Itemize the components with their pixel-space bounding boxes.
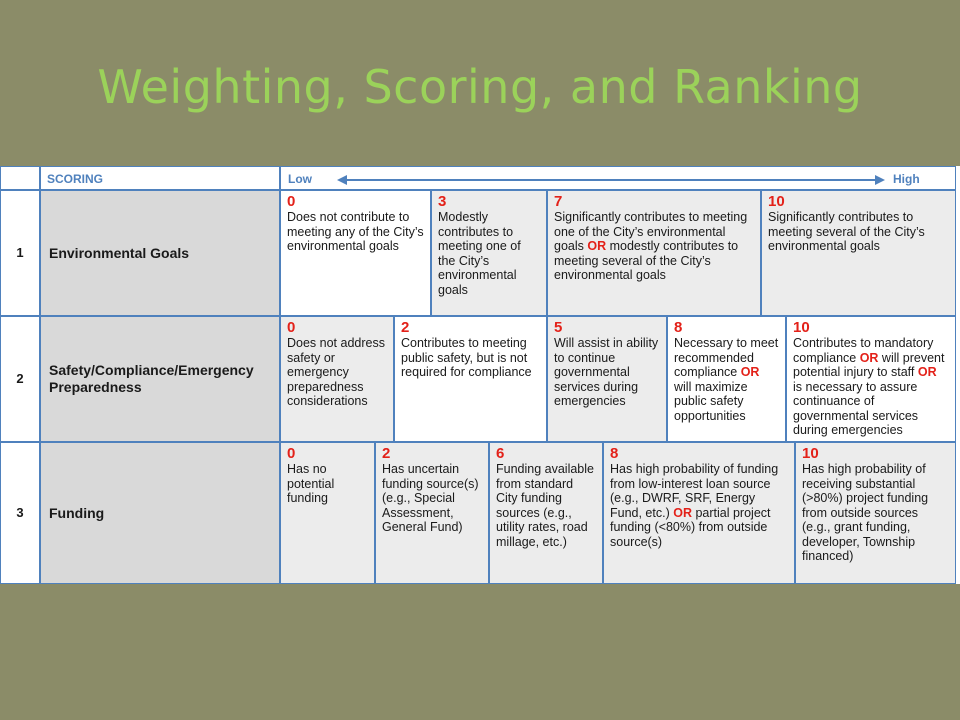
score-description: Will assist in ability to continue governmental services during emergencies xyxy=(554,336,659,408)
score-option xyxy=(394,316,547,442)
score-description: Does not contribute to meeting any of the City’s environmental goals xyxy=(287,210,424,253)
header-low: Low xyxy=(288,172,312,186)
score-option xyxy=(786,316,956,442)
scoring-table xyxy=(0,166,960,584)
row-number: 2 xyxy=(0,316,40,442)
header-scale xyxy=(280,166,956,190)
header-high: High xyxy=(893,172,920,186)
score-description-pre: Contributes to mandatory compliance xyxy=(793,336,934,365)
score-value: 3 xyxy=(438,193,447,210)
row-number: 3 xyxy=(0,442,40,584)
score-value: 6 xyxy=(496,445,505,462)
score-description-pre: Has high probability of funding from low-interest loan source (e.g., DWRF, SRF, Energy Fund, etc.) xyxy=(610,462,779,520)
score-value: 7 xyxy=(554,193,563,210)
score-value: 0 xyxy=(287,319,296,336)
or-keyword: OR xyxy=(587,239,607,253)
score-option xyxy=(761,190,956,316)
criterion-name: Funding xyxy=(40,442,280,584)
criterion-name: Safety/Compliance/Emergency Preparedness xyxy=(40,316,280,442)
row-number: 1 xyxy=(0,190,40,316)
or-keyword: OR xyxy=(673,505,692,520)
score-option xyxy=(547,316,667,442)
score-value: 2 xyxy=(382,445,391,462)
score-option xyxy=(431,190,547,316)
score-description: Contributes to meeting public safety, but is not required for compliance xyxy=(401,336,532,379)
score-value: 10 xyxy=(802,445,819,462)
score-description: Modestly contributes to meeting one of the City’s environmental goals xyxy=(438,210,521,297)
score-description-post: modestly contributes to meeting several of the City’s environmental goals xyxy=(554,239,739,282)
score-description-post: will maximize public safety opportunities xyxy=(674,379,748,423)
score-value: 8 xyxy=(610,445,619,462)
score-value: 2 xyxy=(401,319,410,336)
score-option xyxy=(375,442,489,584)
header-scoring: SCORING xyxy=(40,166,280,190)
score-description: Significantly contributes to meeting several of the City’s environmental goals xyxy=(768,210,925,253)
score-description: Has uncertain funding source(s) (e.g., Special Assessment, General Fund) xyxy=(382,462,479,534)
or-keyword: OR xyxy=(740,365,760,379)
criterion-name: Environmental Goals xyxy=(40,190,280,316)
score-value: 8 xyxy=(674,319,683,336)
score-option xyxy=(547,190,761,316)
or-keyword: OR xyxy=(917,365,937,379)
score-description: Has no potential funding xyxy=(287,462,335,505)
score-description: Funding available from standard City funding sources (e.g., utility rates, road millage, etc.) xyxy=(496,462,594,549)
score-value: 10 xyxy=(793,319,810,336)
page-title: Weighting, Scoring, and Ranking xyxy=(97,60,863,114)
score-option xyxy=(795,442,956,584)
score-description-pre: Necessary to meet recommended compliance xyxy=(674,336,779,379)
score-option xyxy=(280,442,375,584)
score-description-post: partial project funding (<80%) from outside source(s) xyxy=(610,505,771,549)
header-num-cell xyxy=(0,166,40,190)
scale-arrow-line xyxy=(345,179,875,181)
score-value: 5 xyxy=(554,319,563,336)
score-description: Does not address safety or emergency preparedness considerations xyxy=(287,336,385,408)
score-value: 0 xyxy=(287,445,296,462)
score-option xyxy=(603,442,795,584)
score-description: Has high probability of receiving substantial (>80%) project funding from outside sources (e.g., grant funding, developer, Township financed) xyxy=(802,462,929,563)
score-value: 0 xyxy=(287,193,296,210)
score-option xyxy=(667,316,786,442)
score-description-mid: will prevent potential injury to staff xyxy=(793,350,945,379)
score-description-pre: Significantly contributes to meeting one of the City’s environmental goals xyxy=(554,210,748,253)
score-option xyxy=(489,442,603,584)
score-option xyxy=(280,316,394,442)
score-option xyxy=(280,190,431,316)
score-value: 10 xyxy=(768,193,785,210)
arrow-right-icon xyxy=(875,175,885,185)
or-keyword: OR xyxy=(859,350,879,365)
score-description-post: is necessary to assure continuance of governmental services during emergencies xyxy=(793,379,919,437)
